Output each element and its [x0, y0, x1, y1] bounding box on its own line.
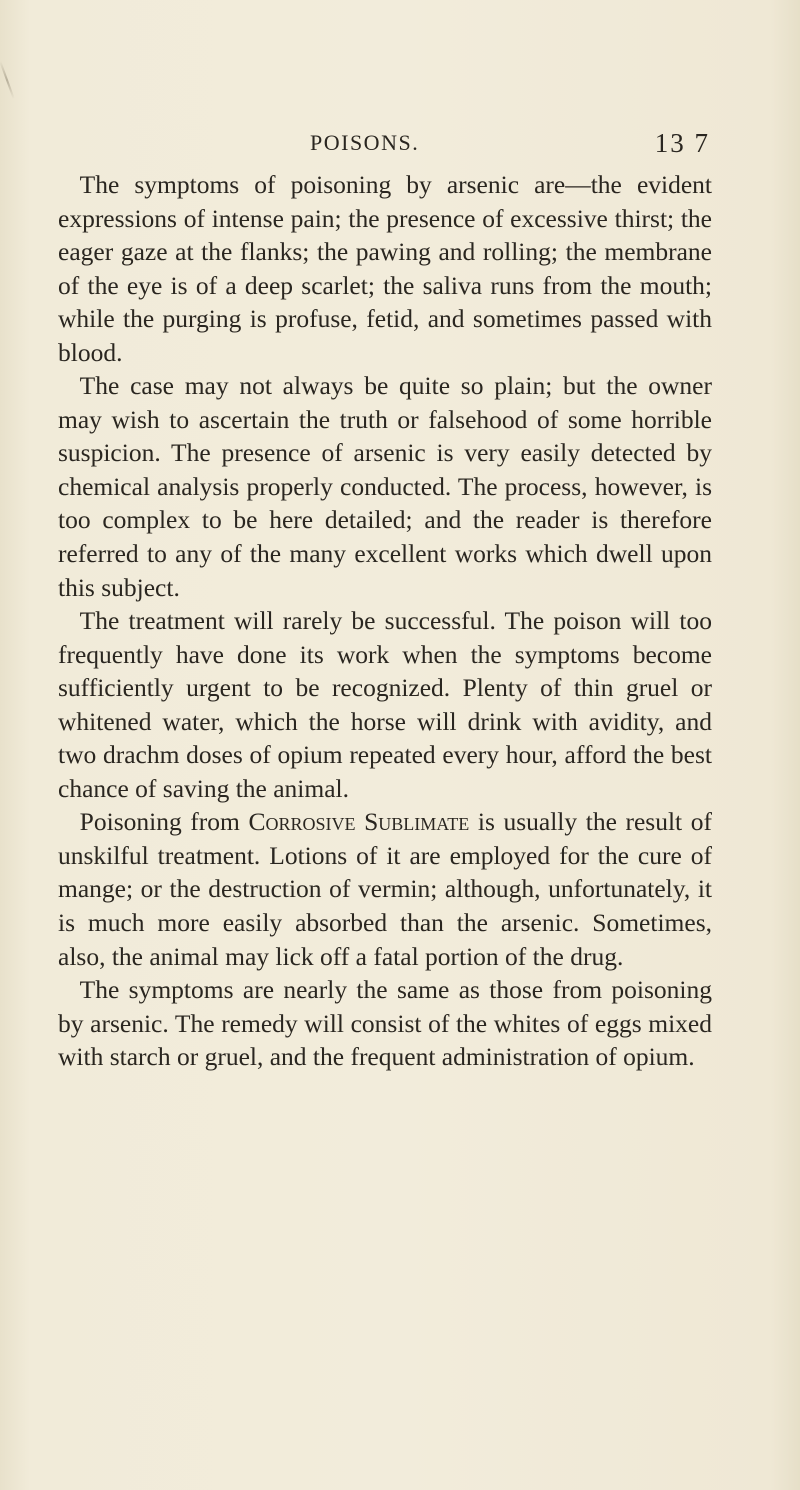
paragraph-arsenic-symptoms: The symptoms of poisoning by arsenic are—the evident expressions of intense pain; the presence of excessive thirst; the eager gaze at the flanks; the pawing and rolling; the membrane of the eye is of a deep scarlet; the saliva runs from the mouth; while the purging is profuse, fetid, and sometimes passed with blood. — [58, 170, 712, 367]
body-text — [58, 168, 712, 1074]
paragraph-arsenic-treatment: The treatment will rarely be successful. The poison will too frequently have done its work when the symptoms become sufficiently urgent to be recognized. Plenty of thin gruel or whitened water, which the horse will drink with avidity, and two drachm doses of opium repeated every hour, afford the best chance of saving the animal. — [58, 606, 712, 803]
paragraph-corrosive-sublimate — [58, 805, 712, 973]
paragraph-lead: Poisoning from — [79, 807, 249, 837]
running-head: POISONS. — [310, 130, 420, 155]
paragraph-sublimate-remedy: The symptoms are nearly the same as those from poisoning by arsenic. The remedy will consist of the whites of eggs mixed with starch or gruel, and the frequent administration of opium. — [58, 975, 712, 1072]
paragraph-remainder: is usually the result of unskilful treatment. Lotions of it are employed for the cure of mange; or the destruction of vermin; although, unfortunately, it is much more easily absorbed than the arsenic. Sometimes, also, the animal may lick off a fatal portion of the drug. — [58, 807, 712, 971]
page-edge-mark — [0, 61, 15, 99]
paragraph-arsenic-detection: The case may not always be quite so plain; but the owner may wish to ascertain the truth or falsehood of some horrible suspicion. The presence of arsenic is very easily detected by chemical analysis properly conducted. The process, however, is too complex to be here detailed; and the reader is therefore referred to any of the many excellent works which dwell upon this subject. — [58, 371, 712, 602]
corrosive-sublimate-term: Corrosive Sublimate — [248, 807, 470, 837]
page-header — [310, 128, 710, 164]
page-number: 13 7 — [654, 128, 710, 158]
